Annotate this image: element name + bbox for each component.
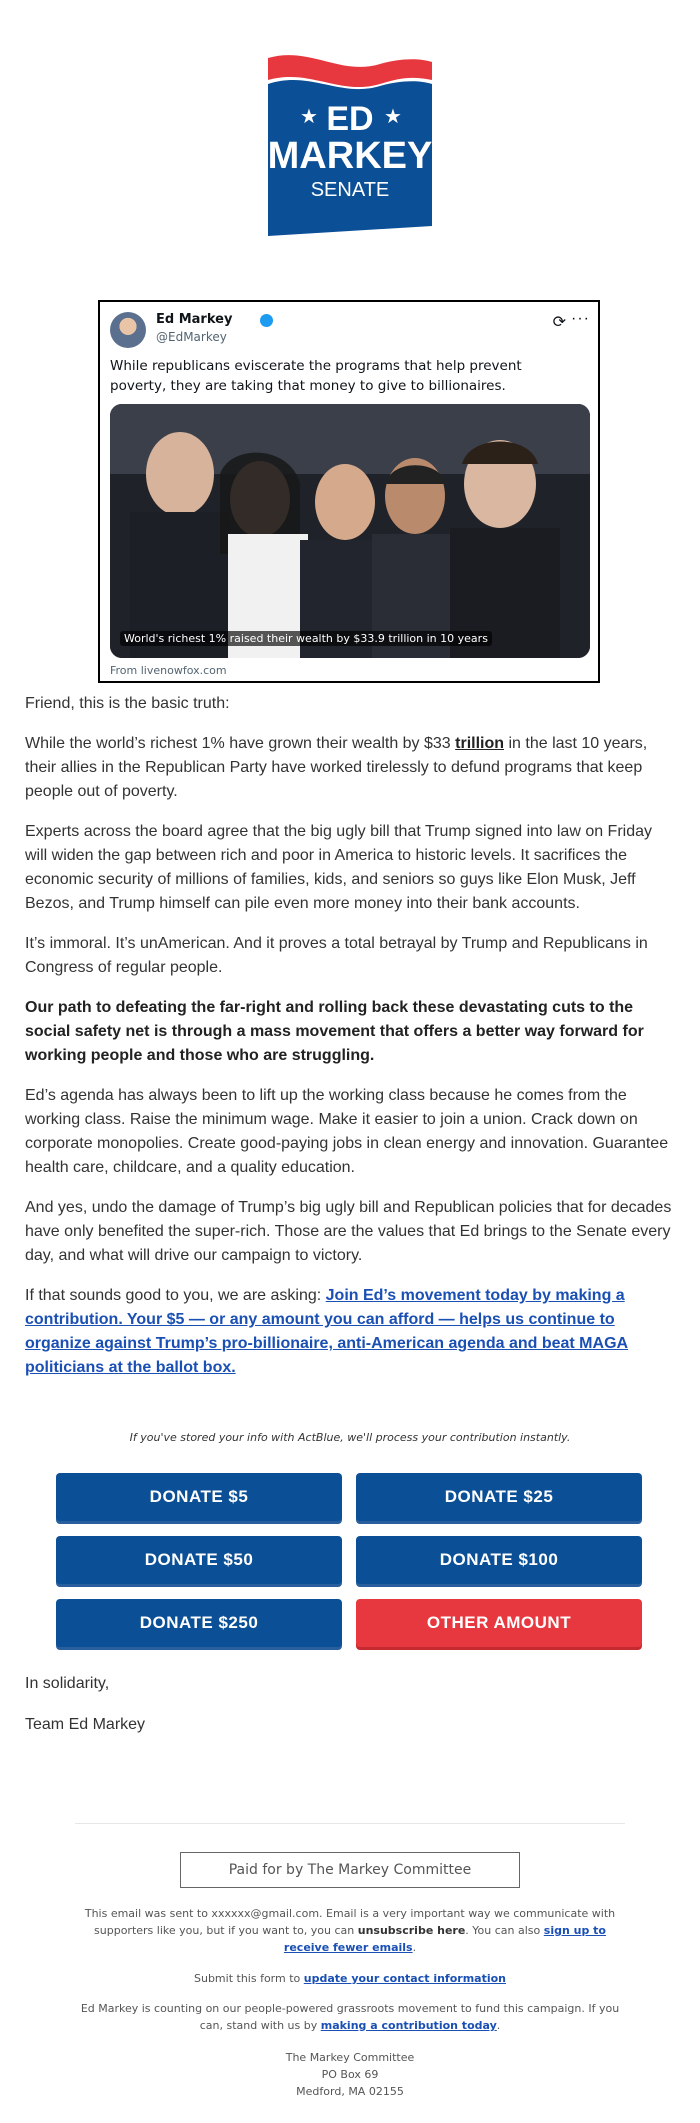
billionaires-photo — [110, 404, 590, 658]
fewer-emails-link[interactable]: sign up to receive fewer emails — [283, 1924, 606, 1954]
actblue-note: If you've stored your info with ActBlue, we'll process your contribution instantly. — [129, 1431, 571, 1444]
footer-address — [75, 2049, 625, 2100]
paragraph-ask: If that sounds good to you, we are asking: Join Ed’s movement today by making a contribution. Your $5 — or any amount you can afford — helps us continue to organize against Trump’s pro-billionaire, anti-American agenda and beat MAGA politicians at the ballot box. — [25, 1287, 629, 1376]
tweet-source-link[interactable]: From livenowfox.com — [110, 664, 227, 677]
refresh-icon[interactable]: ⟳ — [552, 314, 566, 331]
make-contribution-link[interactable]: making a contribution today — [320, 2019, 497, 2032]
paragraph-immoral: It’s immoral. It’s unAmerican. And it proves a total betrayal by Trump and Republicans in Congress of regular people. — [25, 935, 648, 976]
paragraph-experts: Experts across the board agree that the big ugly bill that Trump signed into law on Friday will widen the gap between rich and poor in America to historic levels. It sacrifices the economic security of millions of families, kids, and seniors so guys like Elon Musk, Jeff Bezos, and Trump himself can pile even more money into their bank accounts. — [25, 823, 653, 912]
campaign-logo — [0, 50, 700, 250]
verified-badge-icon — [260, 314, 273, 327]
tweet-header — [110, 310, 590, 350]
logo-name-ed: ED — [326, 100, 374, 138]
email-body — [25, 692, 675, 1396]
contribution-link[interactable]: Join Ed’s movement today by making a contribution. Your $5 — or any amount you can afford — helps us continue to organize against Trump’s pro-billionaire, anti-American agenda and beat MAGA politicians at the ballot box. — [25, 1287, 629, 1376]
address-po-box: PO Box 69 — [321, 2068, 379, 2081]
footer-email-info: This email was sent to xxxxxx@gmail.com. Email is a very important way we communicate with supporters like you, but if you want to, you can unsubscribe here. You can also sign up to receive fewer emails. — [84, 1907, 616, 1954]
svg-text:★: ★ — [300, 104, 318, 128]
logo-name-markey: MARKEY — [267, 135, 433, 177]
address-org: The Markey Committee — [285, 2051, 415, 2064]
signoff-team: Team Ed Markey — [25, 1716, 146, 1733]
footer-update-contact: Submit this form to update your contact information — [193, 1972, 506, 1985]
media-caption: World's richest 1% raised their wealth by $33.9 trillion in 10 years — [120, 631, 492, 646]
paragraph-agenda: Ed’s agenda has always been to lift up the working class because he comes from the working class. Raise the minimum wage. Make it easier to join a union. Crack down on corporate monopolies. Create good-paying jobs in clean energy and innovation. Guarantee health care, childcare, and a quality education. — [25, 1087, 669, 1176]
tweet-media-image[interactable] — [110, 404, 590, 658]
address-city: Medford, MA 02155 — [296, 2085, 404, 2098]
donate-50-button[interactable]: DONATE $50 — [56, 1536, 342, 1584]
tweet-text: While republicans eviscerate the programs that help prevent poverty, they are taking that money to give to billionaires. — [110, 358, 522, 394]
signoff-solidarity: In solidarity, — [25, 1675, 110, 1692]
embedded-tweet[interactable] — [98, 300, 600, 683]
paid-for-disclaimer: Paid for by The Markey Committee — [180, 1852, 520, 1888]
unsubscribe-link[interactable]: unsubscribe here — [357, 1924, 466, 1937]
donate-100-button[interactable]: DONATE $100 — [356, 1536, 642, 1584]
tweet-author-handle: @EdMarkey — [156, 330, 227, 344]
avatar — [110, 312, 146, 348]
footer-grassroots: Ed Markey is counting on our people-powered grassroots movement to fund this campaign. If you can, stand with us by making a contribution today. — [80, 2002, 620, 2032]
other-amount-button[interactable]: OTHER AMOUNT — [356, 1599, 642, 1647]
donate-25-button[interactable]: DONATE $25 — [356, 1473, 642, 1521]
paragraph-values: And yes, undo the damage of Trump’s big ugly bill and Republican policies that for decades have only benefited the super-rich. Those are the values that Ed brings to the Senate every day, and what will drive our campaign to victory. — [25, 1199, 672, 1264]
donate-250-button[interactable]: DONATE $250 — [56, 1599, 342, 1647]
paragraph-wealth: While the world’s richest 1% have grown their wealth by $33 trillion in the last 10 years, their allies in the Republican Party have worked tirelessly to defund programs that keep people out of poverty. — [25, 735, 648, 800]
tweet-author-name: Ed Markey — [156, 312, 233, 327]
paragraph-greeting: Friend, this is the basic truth: — [25, 695, 230, 712]
more-options-icon[interactable]: ··· — [571, 310, 590, 327]
footer-divider — [75, 1823, 625, 1824]
svg-text:★: ★ — [384, 104, 402, 128]
donate-5-button[interactable]: DONATE $5 — [56, 1473, 342, 1521]
paragraph-path-forward: Our path to defeating the far-right and rolling back these devastating cuts to the social safety net is through a mass movement that offers a better way forward for working people and those who are struggling. — [25, 999, 644, 1064]
update-contact-link[interactable]: update your contact information — [303, 1972, 506, 1985]
trillion-emphasis: trillion — [455, 735, 505, 752]
logo-senate: SENATE — [310, 179, 390, 201]
